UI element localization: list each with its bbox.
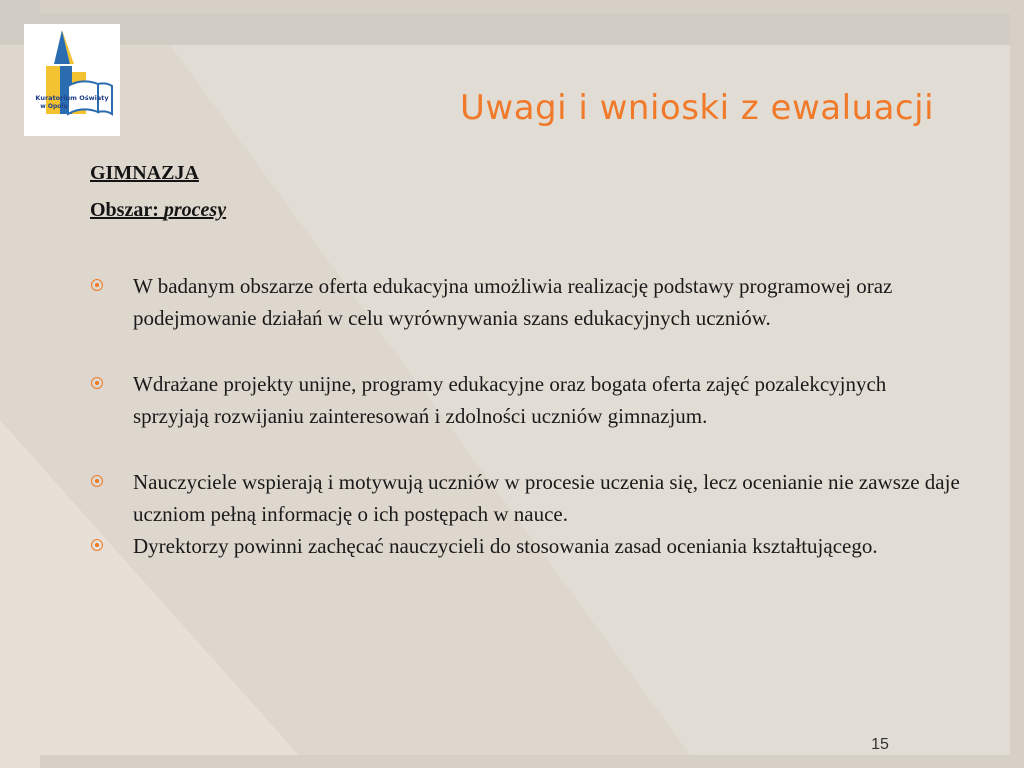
bullet-text: Wdrażane projekty unijne, programy edukacyjne oraz bogata oferta zajęć pozalekcyjnych sprzyjają rozwijaniu zainteresowań i zdolności uczniów gimnazjum. bbox=[133, 372, 887, 428]
section-heading bbox=[90, 162, 199, 185]
bullet-list bbox=[90, 270, 960, 562]
kuratorium-logo bbox=[24, 24, 120, 136]
bullet-item bbox=[90, 368, 960, 432]
svg-text:Kuratorium Oświaty: Kuratorium Oświaty bbox=[35, 94, 109, 102]
slide-title: Uwagi i wnioski z ewaluacji bbox=[460, 88, 935, 128]
bullet-text: W badanym obszarze oferta edukacyjna umożliwia realizację podstawy programowej oraz podejmowanie działań w celu wyrównywania szans edukacyjnych uczniów. bbox=[133, 274, 893, 330]
bullet-item bbox=[90, 466, 960, 530]
logo-graphic bbox=[24, 24, 120, 136]
bullet-item bbox=[90, 270, 960, 334]
area-value: procesy bbox=[163, 199, 227, 221]
area-heading bbox=[90, 199, 226, 222]
bullet-item bbox=[90, 530, 960, 562]
bullet-text: Nauczyciele wspierają i motywują uczniów w procesie uczenia się, lecz ocenianie nie zawsze daje uczniom pełną informację o ich postępach w nauce. bbox=[133, 470, 960, 526]
svg-text:w Opolu: w Opolu bbox=[40, 103, 68, 110]
circled-dot-icon bbox=[91, 539, 103, 551]
bullet-text: Dyrektorzy powinni zachęcać nauczycieli do stosowania zasad oceniania kształtującego. bbox=[133, 534, 878, 558]
circled-dot-icon bbox=[91, 377, 103, 389]
circled-dot-icon bbox=[91, 279, 103, 291]
page-number: 15 bbox=[871, 736, 889, 753]
circled-dot-icon bbox=[91, 475, 103, 487]
section-heading-text: GIMNAZJA bbox=[90, 162, 199, 184]
area-label: Obszar: bbox=[90, 199, 159, 221]
